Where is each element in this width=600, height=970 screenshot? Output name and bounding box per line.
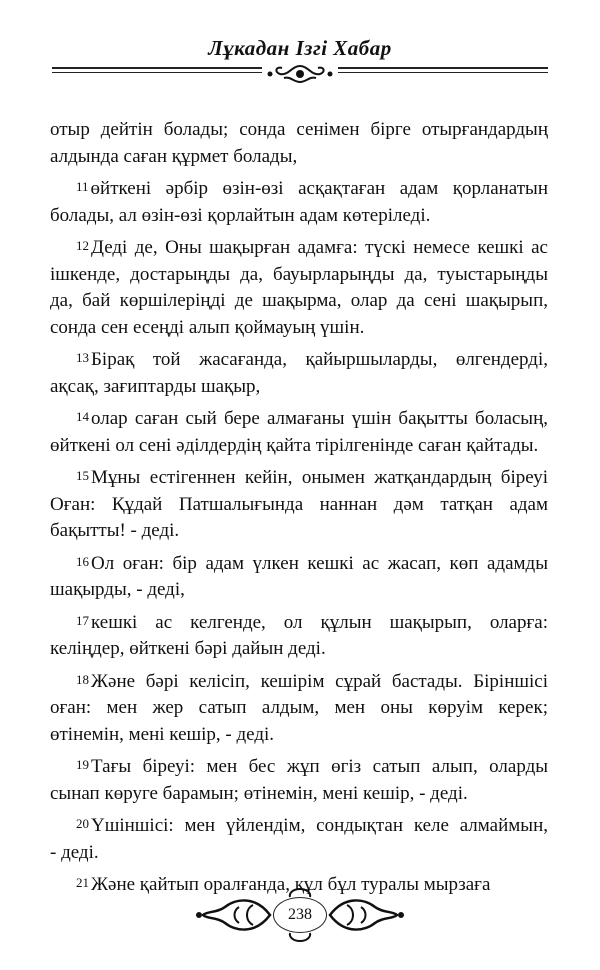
verse-11	[50, 176, 548, 229]
verse-line-text: келіңдер, өйткені бәрі дайын деді.	[50, 638, 326, 659]
verse-line	[50, 203, 548, 230]
verse-line	[50, 176, 548, 203]
verse-line-text: кешкі ас келгенде, ол құлын шақырып, оларға:	[91, 611, 548, 633]
verse-line-text: өйткені ол сені әділдердің қайта тірілгенінде саған қайтады.	[50, 434, 539, 456]
verse-line	[50, 374, 548, 401]
verse-line	[50, 117, 548, 144]
verse-line-text: шақырды, - деді,	[50, 579, 185, 600]
verse-line	[50, 492, 548, 519]
verse-line-text: Деді де, Оны шақырған адамға: түскі немесе кешкі ас	[91, 237, 548, 258]
verse-number: 14	[76, 409, 89, 424]
verse-line-text: Мұны естігеннен кейін, онымен жатқандардың біреуі	[91, 467, 548, 488]
running-header-title: Лұкадан Ізгі Хабар	[208, 36, 392, 60]
verse-line	[50, 695, 548, 722]
verse-number: 19	[76, 757, 89, 772]
verse-line	[50, 433, 548, 460]
verse-line-text: Оған: Құдай Патшалығында наннан дәм татқан адам	[50, 493, 548, 515]
verse-line	[50, 722, 548, 749]
verse-line	[50, 288, 548, 315]
verse-line	[50, 577, 548, 604]
verse-number: 17	[76, 612, 89, 628]
verse-line	[50, 235, 548, 262]
verse-line	[50, 669, 548, 696]
verse-18	[50, 669, 548, 749]
page-number: 238	[273, 897, 327, 933]
verse-line	[50, 813, 548, 840]
verse-20	[50, 813, 548, 866]
verse-line-text: Тағы біреуі: мен бес жұп өгіз сатып алып, оларды	[91, 756, 548, 777]
verse-line	[50, 262, 548, 289]
verse-line	[50, 610, 548, 637]
verse-17	[50, 610, 548, 663]
verse-number: 21	[76, 875, 89, 890]
verse-continuation	[50, 117, 548, 170]
verse-line-text: болады, ал өзін-өзі қорлайтын адам көтеріледі.	[50, 204, 431, 226]
verse-line-text: Және қайтып оралғанда, құл бұл туралы мырзаға	[91, 874, 491, 895]
verse-line-text: отыр дейтін болады; сонда сенімен бірге отырғандардың	[50, 119, 548, 140]
verse-line-text: өтінемін, мені кешір, - деді.	[50, 723, 275, 745]
verse-line-text: олар саған сый бере алмағаны үшін бақытты боласың,	[91, 408, 548, 429]
verse-line	[50, 144, 548, 171]
verse-line-text: Бірақ той жасағанда, қайыршыларды, өлгендерді,	[91, 349, 548, 370]
verse-number: 13	[76, 350, 89, 365]
verse-line-text: Және бәрі келісіп, кешірім сұрай бастады. Біріншісі	[91, 670, 548, 692]
verse-number: 11	[76, 179, 89, 194]
verse-text-block	[50, 117, 548, 905]
verse-line	[50, 347, 548, 374]
verse-line-text: өйткені әрбір өзін-өзі асқақтаған адам қорланатын	[90, 178, 548, 199]
verse-14	[50, 406, 548, 459]
verse-line	[50, 315, 548, 342]
verse-line-text: оған: мен жер сатып алдым, мен оны көруім керек;	[50, 697, 548, 718]
header-ornament-icon	[262, 62, 338, 86]
verse-line-text: да, бай көршілеріңді де шақырма, олар да сені шақырып,	[50, 290, 548, 311]
verse-line-text: алдында саған құрмет болады,	[50, 145, 298, 167]
verse-line	[50, 781, 548, 808]
verse-number: 16	[76, 553, 89, 569]
verse-line	[50, 551, 548, 578]
verse-19	[50, 754, 548, 807]
verse-line-text: - деді.	[50, 841, 99, 863]
verse-line	[50, 754, 548, 781]
verse-12	[50, 235, 548, 341]
verse-line-text: сынап көруге барамын; өтінемін, мені кешір, - деді.	[50, 782, 468, 804]
verse-line-text: ақсақ, зағиптарды шақыр,	[50, 375, 261, 397]
verse-line-text: Үшіншісі: мен үйлендім, сондықтан келе алмаймын,	[91, 815, 548, 836]
verse-line-text: Ол оған: бір адам үлкен кешкі ас жасап, көп адамды	[91, 552, 548, 574]
verse-number: 12	[76, 238, 89, 253]
verse-line	[50, 465, 548, 492]
verse-16	[50, 551, 548, 604]
verse-number: 18	[76, 671, 89, 687]
verse-line	[50, 636, 548, 663]
verse-line-text: ішкенде, достарыңды да, бауырларыңды да, туыстарыңды	[50, 263, 548, 285]
verse-number: 20	[76, 816, 89, 831]
verse-line-text: бақытты! - деді.	[50, 520, 180, 541]
verse-line	[50, 840, 548, 867]
verse-line	[50, 518, 548, 545]
verse-13	[50, 347, 548, 400]
verse-line	[50, 406, 548, 433]
verse-15	[50, 465, 548, 545]
verse-number: 15	[76, 468, 89, 483]
verse-line-text: сонда сен есеңді алып қоймауың үшін.	[50, 316, 365, 338]
